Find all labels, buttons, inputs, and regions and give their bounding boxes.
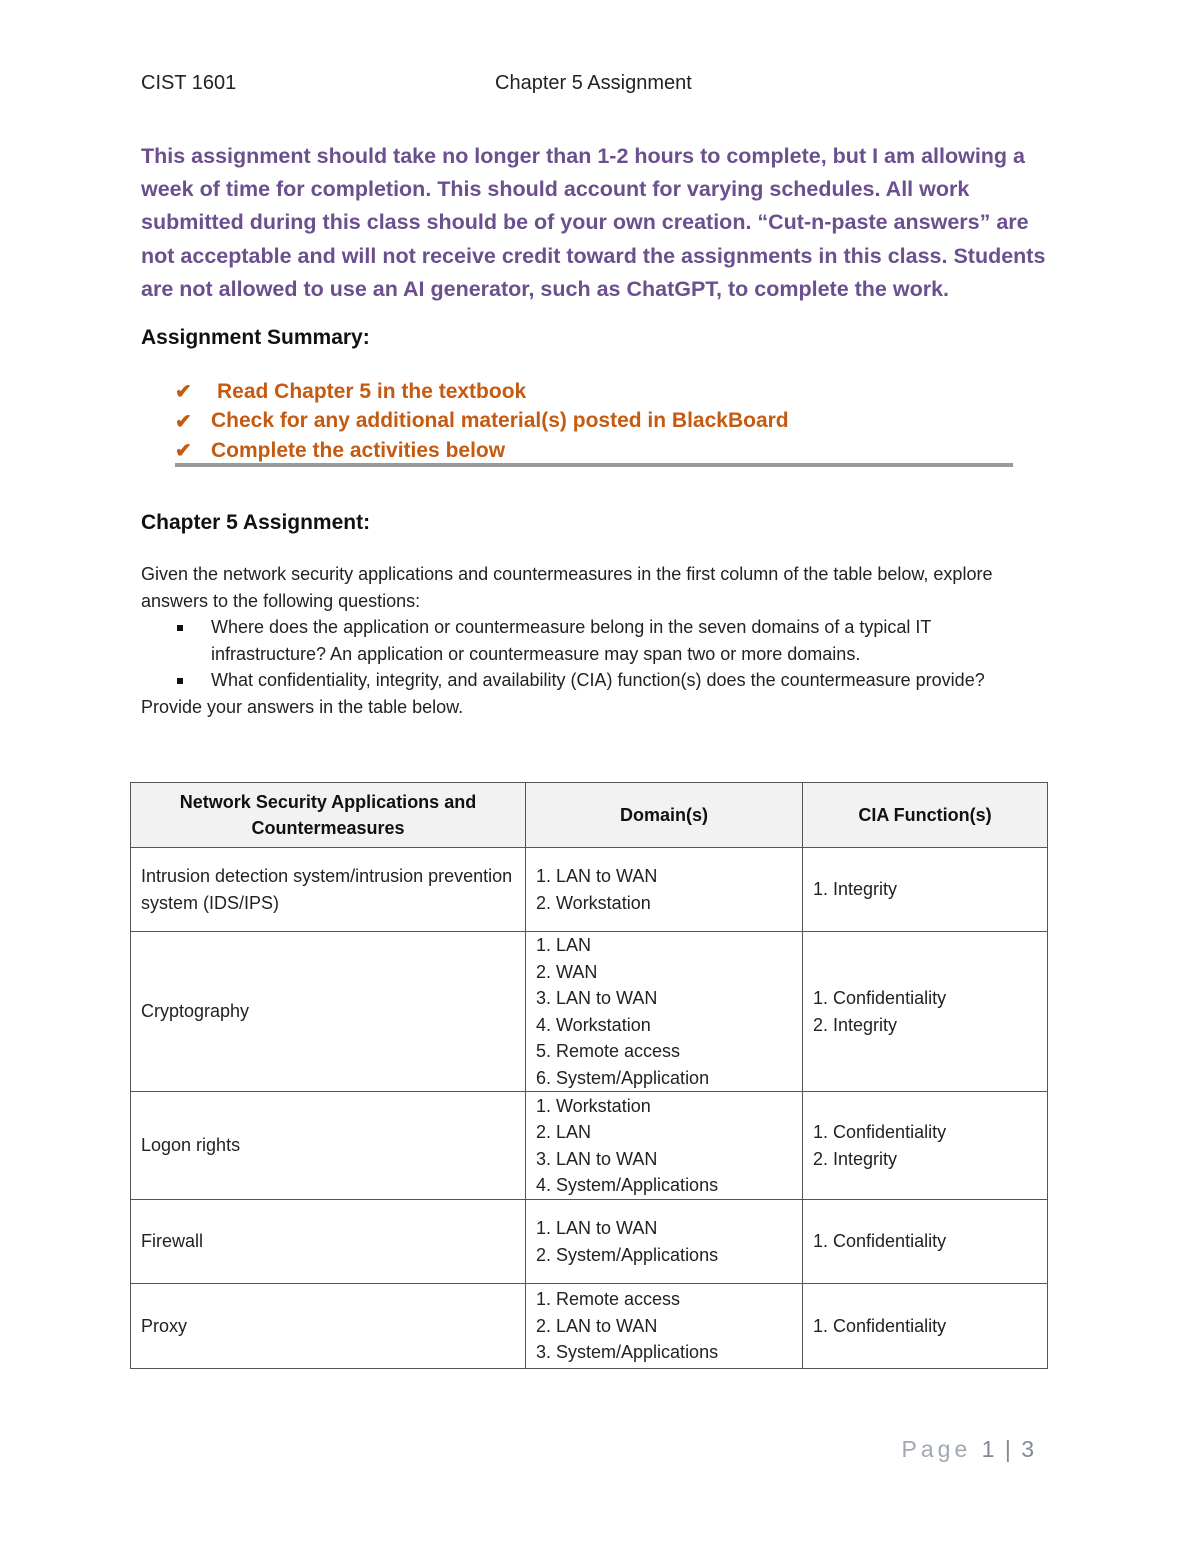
cia-line: 1. Confidentiality [813,1231,947,1252]
domain-line: 2. LAN to WAN [536,1315,658,1336]
footer-separator: | [1004,1436,1011,1462]
page-footer [902,1436,1034,1463]
domain-line: 3. System/Applications [536,1342,719,1363]
instructions-closing: Provide your answers in the table below. [141,696,464,717]
cell-application: Proxy [131,1284,526,1369]
domain-line: 2. System/Applications [536,1244,719,1265]
domain-line: 1. Workstation [536,1095,651,1116]
footer-page-number: 1 [981,1436,995,1462]
page-header [141,72,1059,102]
column-header-cia: CIA Function(s) [803,783,1048,848]
cia-line: 1. Confidentiality [813,1122,947,1142]
instructions-intro: Given the network security applications and countermeasures in the first column of the table below, explore answers to the following questions: [141,564,993,611]
cell-domains [526,1200,803,1284]
cia-line: 1. Confidentiality [813,1315,947,1336]
domain-line: 6. System/Application [536,1067,710,1088]
cell-application: Cryptography [131,932,526,1092]
intro-paragraph: This assignment should take no longer than 1-2 hours to complete, but I am allowing a week of time for completion. This should account for varying schedules. All work submitted during this class should be of your own creation. “Cut-n-paste answers” are not acceptable and will not receive credit toward the assignments in this class. Students are not allowed to use an AI generator, such as ChatGPT, to complete the work. [141,144,1046,301]
chapter-heading: Chapter 5 Assignment: [141,511,371,534]
cell-domains [526,1284,803,1369]
bullet-square-icon [177,678,183,684]
cia-line: 2. Integrity [813,1148,898,1169]
domain-line: 5. Remote access [536,1041,681,1061]
domain-line: 2. Workstation [536,892,651,913]
answers-table [130,782,1048,1369]
footer-page-word: Page [901,1436,972,1462]
cell-domains [526,932,803,1092]
cell-cia [803,1200,1048,1284]
table-header-row [131,783,1048,848]
bullet-square-icon [177,625,183,631]
cell-cia [803,1092,1048,1200]
cia-line: 1. Confidentiality [813,988,947,1008]
header-title: Chapter 5 Assignment [495,72,692,94]
cia-line: 1. Integrity [813,879,898,900]
footer-total-pages: 3 [1021,1436,1034,1462]
cell-application: Firewall [131,1200,526,1284]
cell-cia [803,1284,1048,1369]
check-icon: ✔ [175,381,192,404]
header-course: CIST 1601 [141,72,237,94]
checklist-item [175,407,789,437]
question-item [141,667,1041,694]
table-row [131,848,1048,932]
domain-line: 4. System/Applications [536,1175,719,1195]
divider [175,463,1013,467]
table-row [131,1092,1048,1200]
cell-domains [526,848,803,932]
check-icon: ✔ [175,440,192,463]
checklist-item [175,377,789,407]
cia-line: 2. Integrity [813,1014,898,1035]
column-header-applications: Network Security Applications and Countermeasures [131,783,526,848]
cell-application: Intrusion detection system/intrusion prevention system (IDS/IPS) [131,848,526,932]
domain-line: 3. LAN to WAN [536,1148,658,1169]
domain-line: 2. WAN [536,961,598,982]
cell-cia [803,848,1048,932]
cell-application: Logon rights [131,1092,526,1200]
domain-line: 1. LAN to WAN [536,1218,658,1238]
domain-line: 1. Remote access [536,1289,681,1310]
domain-line: 4. Workstation [536,1014,651,1035]
column-header-domains: Domain(s) [526,783,803,848]
domain-line: 3. LAN to WAN [536,988,658,1008]
checklist-item-label: Read Chapter 5 in the textbook [217,379,527,403]
checklist-item-label: Complete the activities below [211,438,506,462]
domain-line: 1. LAN to WAN [536,866,658,886]
table-row [131,932,1048,1092]
summary-checklist [175,377,789,466]
table-row [131,1284,1048,1369]
checklist-item [175,436,789,466]
question-list [141,614,1041,694]
question-text: What confidentiality, integrity, and availability (CIA) function(s) does the countermeasure provide? [211,670,985,690]
summary-heading: Assignment Summary: [141,326,370,349]
checklist-item-label: Check for any additional material(s) posted in BlackBoard [211,409,789,433]
check-icon: ✔ [175,410,192,433]
question-text: Where does the application or countermeasure belong in the seven domains of a typical IT infrastructure? An application or countermeasure may span two or more domains. [211,617,932,664]
cell-domains [526,1092,803,1200]
table-row [131,1200,1048,1284]
chapter-instructions [141,561,1041,720]
cell-cia [803,932,1048,1092]
domain-line: 2. LAN [536,1122,592,1142]
domain-line: 1. LAN [536,935,592,955]
question-item [141,614,1041,667]
